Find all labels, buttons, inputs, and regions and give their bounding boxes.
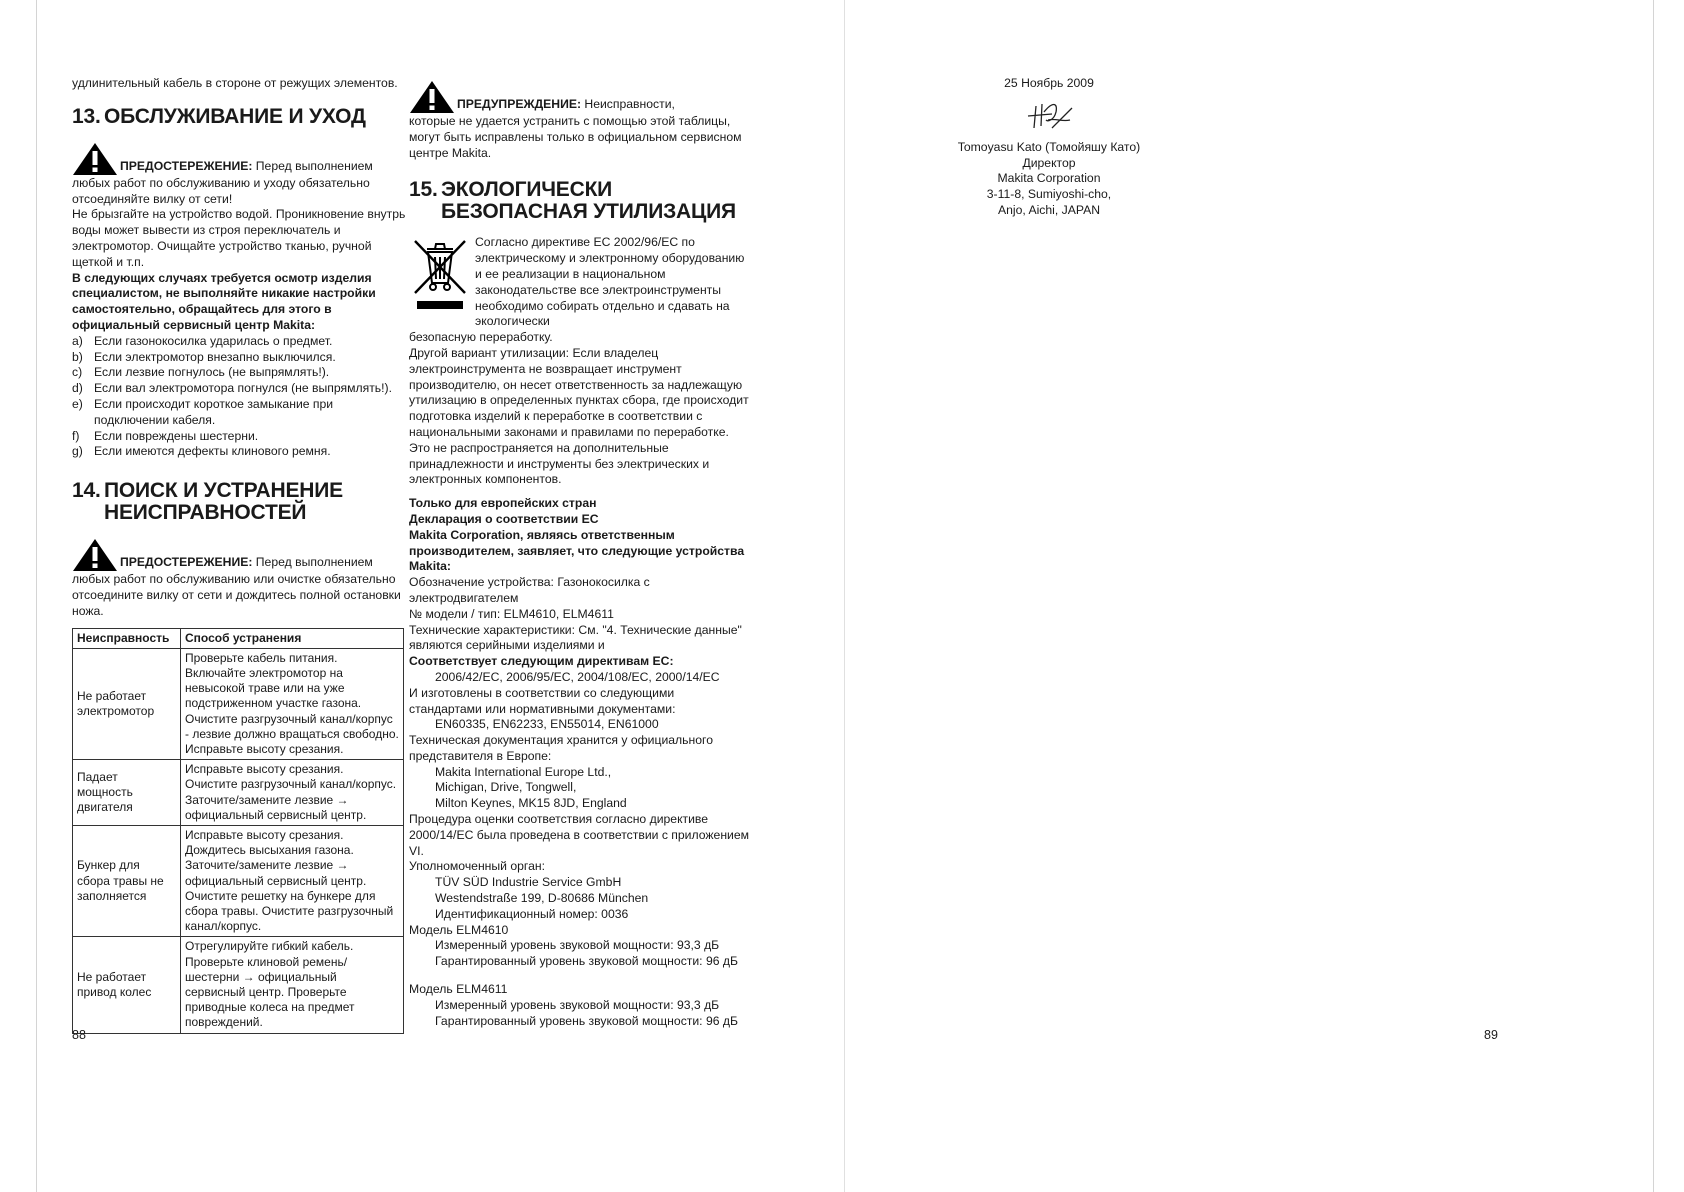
maintenance-paragraph: Не брызгайте на устройство водой. Проникновение внутрь воды может вывести из строя переключатель и электромотор. Очищайте устройство тканью, ручной щеткой и т.п. xyxy=(72,207,406,269)
problem-cell: Не работает электромотор xyxy=(73,648,181,759)
list-item-text: Если электромотор внезапно выключился. xyxy=(94,349,336,364)
list-item xyxy=(72,381,408,397)
declaration-date: 25 Ноябрь 2009 xyxy=(1004,76,1094,90)
list-item-marker: c) xyxy=(72,365,83,380)
page-number-right: 89 xyxy=(1484,1028,1498,1042)
measured-sound-4610: Измеренный уровень звуковой мощности: 93,3 дБ xyxy=(435,938,720,953)
table-row xyxy=(73,760,404,826)
problem-cell: Не работает привод колес xyxy=(73,937,181,1033)
guaranteed-sound-4610: Гарантированный уровень звуковой мощности: 96 дБ xyxy=(435,954,738,969)
signatory-name: Tomoyasu Kato (Томойяшу Като) xyxy=(957,139,1141,154)
accessories-note: Это не распространяется на дополнительные принадлежности и инструменты без электрических и электронных компонентов. xyxy=(409,440,710,487)
inspection-list xyxy=(72,334,408,460)
list-item-marker: b) xyxy=(72,349,83,364)
table-row xyxy=(73,937,404,1033)
signature-block xyxy=(934,76,1164,219)
tech-doc-statement: Техническая документация хранится у официального представителя в Европе: xyxy=(409,733,713,763)
caution-block-13: ПРЕДОСТЕРЕЖЕНИЕ: Перед выполнением xyxy=(72,142,408,176)
caution-text: любых работ по обслуживанию или очистке обязательно отсоедините вилку от сети и дождитесь полной остановки ножа. xyxy=(72,572,401,618)
table-header-problem: Неисправность xyxy=(73,628,181,648)
declaration-intro: Makita Corporation, являясь ответственным производителем, заявляет, что следующие устройства Makita: xyxy=(409,527,745,574)
weee-text: Согласно директиве ЕС 2002/96/ЕС по электрическому и электронному оборудованию и ее реализации в национальном законодательстве все электроинструменты необходимо собирать отдельно и сдавать на экологически xyxy=(475,235,745,329)
weee-block xyxy=(409,235,749,330)
company-address-1: 3-11-8, Sumiyoshi-cho, xyxy=(986,187,1112,202)
company-address-2: Anjo, Aichi, JAPAN xyxy=(997,202,1101,217)
directives-heading: Соответствует следующим директивам ЕС: xyxy=(409,654,674,669)
list-item xyxy=(72,429,408,445)
notified-body-id: Идентификационный номер: 0036 xyxy=(435,906,629,921)
serial-statement: являются серийными изделиями и xyxy=(409,638,605,653)
list-item-text: Если лезвие погнулось (не выпрямлять!). xyxy=(94,365,330,380)
warning-block: ПРЕДУПРЕЖДЕНИЕ: Неисправности, xyxy=(409,80,749,114)
list-item xyxy=(72,444,408,460)
company-name: Makita Corporation xyxy=(997,171,1101,186)
directives-list: 2006/42/EC, 2006/95/EC, 2004/108/EC, 2000/14/EC xyxy=(435,669,720,684)
list-item-marker: g) xyxy=(72,444,83,459)
problem-cell: Падает мощность двигателя xyxy=(73,760,181,826)
list-item-marker: f) xyxy=(72,428,80,443)
crossed-out-bin-icon xyxy=(409,235,471,315)
notified-body-address: Westendstraße 199, D-80686 München xyxy=(435,891,649,906)
declaration-heading: Декларация о соответствии ЕС xyxy=(409,511,599,526)
guaranteed-sound-4611: Гарантированный уровень звуковой мощности: 96 дБ xyxy=(435,1013,738,1028)
model-elm4610: Модель ELM4610 xyxy=(409,922,509,937)
left-column-1 xyxy=(72,76,408,1034)
warning-text: которые не удается устранить с помощью этой таблицы, могут быть исправлены только в официальном сервисном центре Makita. xyxy=(409,114,742,160)
section-15-heading: 15. ЭКОЛОГИЧЕСКИ БЕЗОПАСНАЯ УТИЛИЗАЦИЯ xyxy=(409,178,736,224)
representative-line-1: Makita International Europe Ltd., xyxy=(435,764,612,779)
eu-only-heading: Только для европейских стран xyxy=(409,496,597,511)
problem-cell: Бункер для сбора травы не заполняется xyxy=(73,825,181,936)
table-row xyxy=(73,648,404,759)
disposal-paragraph: Другой вариант утилизации: Если владелец электроинструмента не возвращает инструмент производителю, он несет ответственность за надлежащую утилизацию в определенных пунктах сбора, где происходит подготовка изделий к переработке в соответствии с национальными законами и правилами по переработке. xyxy=(409,345,749,439)
caution-label: ПРЕДОСТЕРЕЖЕНИЕ: xyxy=(120,159,253,173)
model-elm4611: Модель ELM4611 xyxy=(409,982,508,997)
specifications-ref: Технические характеристики: См. "4. Технические данные" xyxy=(409,622,742,637)
measured-sound-4611: Измеренный уровень звуковой мощности: 93,3 дБ xyxy=(435,997,720,1012)
conformity-procedure: Процедура оценки соответствия согласно директиве 2000/14/EC была проведена в соответствии с приложением VI. xyxy=(409,812,750,858)
table-row xyxy=(73,825,404,936)
section-13-heading: 13. ОБСЛУЖИВАНИЕ И УХОД xyxy=(72,104,366,128)
section-14-heading: 14. ПОИСК И УСТРАНЕНИЕ НЕИСПРАВНОСТЕЙ xyxy=(72,479,343,525)
notified-body-label: Уполномоченный орган: xyxy=(409,859,545,874)
list-item-text: Если имеются дефекты клинового ремня. xyxy=(94,444,331,459)
caution-block-14: ПРЕДОСТЕРЕЖЕНИЕ: Перед выполнением xyxy=(72,538,408,572)
signature xyxy=(1022,98,1076,134)
warning-triangle-icon xyxy=(72,538,118,572)
warning-triangle-icon xyxy=(72,142,118,176)
warning-triangle-icon xyxy=(409,80,455,114)
representative-line-2: Michigan, Drive, Tongwell, xyxy=(435,780,577,795)
caution-label: ПРЕДОСТЕРЕЖЕНИЕ: xyxy=(120,555,253,570)
fix-cell: Исправьте высоту срезания. Очистите разгрузочный канал/корпус. Заточите/замените лезвие → официальный сервисный центр. xyxy=(181,760,404,826)
list-item-text: Если происходит короткое замыкание при подключении кабеля. xyxy=(94,396,334,427)
fix-cell: Проверьте кабель питания. Включайте электромотор на невысокой траве или на уже подстриженном участке газона. Очистите разгрузочный канал/корпус - лезвие должно вращаться свободно. Исправьте высоту срезания. xyxy=(181,648,404,759)
signatory-role: Директор xyxy=(1022,155,1076,170)
device-designation: Обозначение устройства: Газонокосилка с электродвигателем xyxy=(409,575,650,605)
weee-text-cont: безопасную переработку. xyxy=(409,330,553,345)
fix-cell: Исправьте высоту срезания. Дождитесь высыхания газона. Заточите/замените лезвие → официальный сервисный центр. Очистите решетку на бункере для сбора травы. Очистите разгрузочный канал/корпус. xyxy=(181,825,404,936)
list-item-marker: a) xyxy=(72,333,83,348)
model-numbers: № модели / тип: ELM4610, ELM4611 xyxy=(409,606,614,621)
list-item xyxy=(72,334,408,350)
standards-intro: И изготовлены в соответствии со следующими стандартами или нормативными документами: xyxy=(409,685,676,716)
list-item-text: Если вал электромотора погнулся (не выпрямлять!). xyxy=(94,381,392,396)
intro-text: удлинительный кабель в стороне от режущих элементов. xyxy=(72,76,398,90)
table-header-row xyxy=(73,628,404,648)
list-item-marker: e) xyxy=(72,396,83,411)
standards-list: EN60335, EN62233, EN55014, EN61000 xyxy=(435,717,659,732)
list-item xyxy=(72,397,408,429)
list-item-text: Если повреждены шестерни. xyxy=(94,428,259,443)
list-item xyxy=(72,365,408,381)
troubleshooting-table xyxy=(72,628,404,1034)
warning-label: ПРЕДУПРЕЖДЕНИЕ: xyxy=(457,97,582,112)
list-item xyxy=(72,350,408,366)
fix-cell: Отрегулируйте гибкий кабель. Проверьте клиновой ремень/шестерни → официальный сервисный центр. Проверьте приводные колеса на предмет повреждений. xyxy=(181,937,404,1033)
table-header-fix: Способ устранения xyxy=(181,628,404,648)
page-number-left: 88 xyxy=(72,1028,86,1042)
list-item-marker: d) xyxy=(72,381,83,396)
caution-text: любых работ по обслуживанию и уходу обязательно отсоединяйте вилку от сети! xyxy=(72,175,370,206)
service-notice: В следующих случаях требуется осмотр изделия специалистом, не выполняйте никакие настройки самостоятельно, обращайтесь для этого в официальный сервисный центр Makita: xyxy=(72,270,376,332)
notified-body-name: TÜV SÜD Industrie Service GmbH xyxy=(435,875,622,890)
left-column-2 xyxy=(409,80,749,1029)
representative-line-3: Milton Keynes, MK15 8JD, England xyxy=(435,796,627,811)
list-item-text: Если газонокосилка ударилась о предмет. xyxy=(94,333,333,348)
